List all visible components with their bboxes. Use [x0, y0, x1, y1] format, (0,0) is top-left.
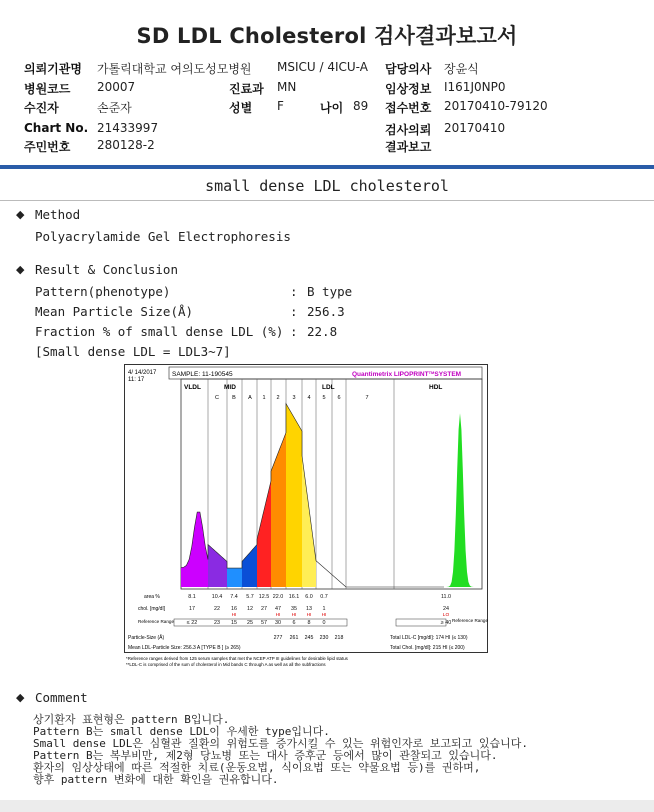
hi-flag: HI [231, 613, 237, 618]
comment-line: Pattern B는 small dense LDL이 우세한 type입니다. [33, 725, 330, 738]
result-heading: Result & Conclusion [35, 262, 178, 277]
institution-label: 의뢰기관명 [24, 62, 82, 76]
method-text: Polyacrylamide Gel Electrophoresis [35, 229, 291, 244]
ref-value: ≥ 40 [440, 620, 452, 626]
doctor-value: 장윤식 [444, 62, 479, 76]
ward-value: MSICU / 4ICU-A [277, 60, 368, 74]
top-rule [0, 165, 654, 169]
comment-line: 상기환자 표현형은 pattern B입니다. [33, 713, 230, 726]
brand-name: Quantimetrix LIPOPRINT [352, 371, 429, 378]
pattern-label: Pattern(phenotype) [35, 284, 171, 299]
area-value: 6.0 [305, 594, 313, 600]
chol-value: 13 [306, 606, 312, 612]
group-label-vldl: VLDL [184, 384, 201, 391]
footnote-2: **LDL-C is comprised of the sum of cholesterol in Mid bands C through A as well as all the subfractions [126, 662, 326, 667]
comment-line: Pattern B는 복부비만, 제2형 당뇨병 또는 대사 증후군 등에서 많이 관찰되고 있습니다. [33, 749, 498, 762]
clinical-info-label: 임상정보 [385, 82, 432, 96]
fraction-label: Fraction % of small dense LDL (%) [35, 324, 284, 339]
ref-value: 30 [275, 620, 281, 626]
particle-size-value: 218 [334, 635, 344, 641]
chart-no-label: Chart No. [24, 121, 89, 135]
chol-value: 27 [261, 606, 267, 612]
hi-flag: HI [306, 613, 312, 618]
chol-value: 16 [231, 606, 237, 612]
total-ldl: Total LDL-C [mg/dl]: 174 HI (≤ 130) [390, 635, 468, 641]
chol-value: 24 [443, 606, 449, 612]
diamond-bullet-icon: ◆ [16, 263, 25, 276]
age-label: 나이 [320, 101, 344, 115]
footer-band [0, 800, 654, 812]
colon: : [290, 324, 298, 339]
particle-size-value: 230 [319, 635, 329, 641]
diamond-bullet-icon: ◆ [16, 208, 25, 221]
receipt-value: 20170410-79120 [444, 99, 548, 113]
area-value: 7.4 [230, 594, 238, 600]
method-heading: Method [35, 207, 81, 222]
diamond-bullet-icon: ◆ [16, 691, 25, 704]
request-date-label: 검사의뢰 [385, 123, 432, 137]
band-label: 5 [322, 395, 326, 401]
colon: : [290, 304, 298, 319]
ref-value: 0 [322, 620, 326, 626]
area-value: 0.7 [320, 594, 328, 600]
area-value: 5.7 [246, 594, 254, 600]
report-label: 결과보고 [385, 140, 432, 154]
chart-time: 11: 17 [128, 377, 145, 383]
lipoprint-chart [124, 364, 488, 668]
report-title: SD LDL Cholesterol 검사결과보고서 [136, 24, 518, 48]
lipoprint-svg [124, 364, 488, 668]
comment-line: 환자의 임상상태에 따른 적절한 치료(운동요법, 식이요법 또는 약물요법 등)를 권하며, [33, 761, 481, 774]
hospital-code-value: 20007 [97, 80, 136, 94]
ref-label: Reference Range [138, 619, 175, 624]
band-label: C [215, 395, 219, 401]
ref-value: ≤ 22 [186, 620, 198, 626]
particle-size-value: 277 [273, 635, 283, 641]
particle-label: Particle-Size (Å) [128, 635, 165, 641]
size-value: 256.3 [307, 304, 345, 319]
mean-ldl-size: Mean LDL-Particle Size: 256.3 A [TYPE B ] (≥ 265) [128, 645, 241, 651]
clinical-info-value: I161J0NP0 [444, 80, 506, 94]
ref-value: 15 [231, 620, 237, 626]
ref-value: 25 [247, 620, 253, 626]
chol-value: 17 [189, 606, 195, 612]
band-label: B [232, 395, 236, 401]
chart-date: 4/ 14/2017 [128, 370, 157, 376]
band-label: 7 [365, 395, 369, 401]
chol-value: 22 [214, 606, 220, 612]
chol-value: 12 [247, 606, 253, 612]
sex-value: F [277, 99, 284, 113]
chol-value: 35 [291, 606, 297, 612]
band-label: 6 [337, 395, 341, 401]
ref-value: 6 [292, 620, 296, 626]
pattern-value: B type [307, 284, 353, 299]
chol-value: 1 [322, 606, 326, 612]
total-chol: Total Chol. [mg/dl]: 215 HI (≤ 200) [390, 645, 465, 651]
patient-value: 손준자 [97, 101, 132, 115]
fraction-value: 22.8 [307, 324, 338, 339]
area-value: 8.1 [188, 594, 196, 600]
chart-no-value: 21433997 [97, 121, 159, 135]
group-label-mid: MID [224, 384, 236, 391]
ref-label-right: Reference Range [452, 618, 488, 623]
area-value: 10.4 [211, 594, 223, 600]
brand-suffix: SYSTEM [434, 371, 462, 378]
request-date-value: 20170410 [444, 121, 506, 135]
dept-label: 진료과 [229, 82, 264, 96]
comment-line: 향후 pattern 변화에 대한 확인을 권유합니다. [33, 773, 279, 786]
sex-label: 성별 [229, 101, 253, 115]
particle-size-value: 261 [289, 635, 299, 641]
hi-flag: HI [321, 613, 327, 618]
ldl-note: [Small dense LDL = LDL3~7] [35, 344, 231, 359]
comment-line: Small dense LDL은 심혈관 질환의 위험도를 증가시킬 수 있는 위험인자로 보고되고 있습니다. [33, 737, 528, 750]
receipt-label: 접수번호 [385, 101, 432, 115]
group-label-ldl: LDL [322, 384, 335, 391]
brand-tm: TM [428, 370, 435, 375]
chol-value: 47 [275, 606, 281, 612]
id-label: 주민번호 [24, 140, 71, 154]
area-value: 22.0 [272, 594, 284, 600]
chart-brand [352, 370, 461, 378]
band-label: 2 [276, 395, 280, 401]
band-label: 3 [292, 395, 296, 401]
chart-sample: SAMPLE: 11-190545 [172, 371, 233, 378]
doctor-label: 담당의사 [385, 62, 432, 76]
ref-value: 8 [307, 620, 311, 626]
size-label: Mean Particle Size(Å) [35, 304, 194, 319]
ref-value: 57 [261, 620, 267, 626]
patient-label: 수진자 [24, 101, 59, 115]
band-label: 1 [262, 395, 266, 401]
dept-value: MN [277, 80, 297, 94]
section-separator [0, 200, 654, 201]
footnote-1: *Reference ranges derived from 125 serum samples that met the NCEP ATP III guidelines for desirable lipid status [126, 656, 348, 661]
hospital-code-label: 병원코드 [24, 82, 71, 96]
peak-b [227, 568, 242, 587]
lo-flag: LO [442, 613, 450, 618]
particle-size-value: 245 [304, 635, 314, 641]
area-value: 11.0 [440, 594, 452, 600]
area-value: 12.5 [258, 594, 270, 600]
group-label-hdl: HDL [429, 384, 443, 391]
colon: : [290, 284, 298, 299]
id-value: 280128-2 [97, 138, 155, 152]
chol-label: chol. [mg/dl] [138, 606, 165, 612]
section-title: small dense LDL cholesterol [205, 177, 449, 195]
area-value: 16.1 [288, 594, 300, 600]
hi-flag: HI [275, 613, 281, 618]
age-value: 89 [353, 99, 369, 113]
institution-value: 가톨릭대학교 여의도성모병원 [97, 62, 252, 76]
peak-3 [286, 404, 302, 587]
comment-heading: Comment [35, 690, 88, 705]
band-label: 4 [307, 395, 311, 401]
area-label: area % [144, 594, 160, 600]
hi-flag: HI [291, 613, 297, 618]
ref-value: 23 [214, 620, 220, 626]
band-label: A [248, 395, 252, 401]
